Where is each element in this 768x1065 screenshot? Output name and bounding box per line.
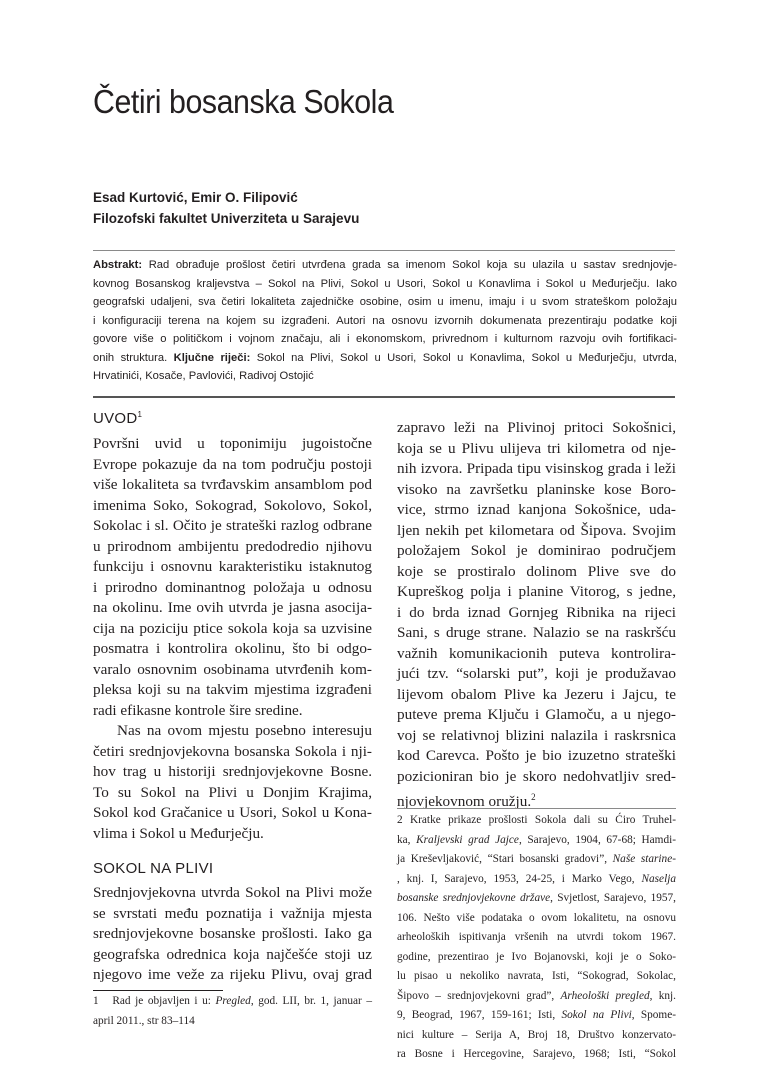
text-line: Sani, s druge strane. Nalazio se na raskršću [397,624,676,641]
text-line: pozicioniran bio je skoro nedohvatljiv sred- [397,767,676,785]
author-block [93,187,359,229]
author-affiliation: Filozofski fakultet Univerziteta u Sarajevu [93,211,360,226]
text-line: geografska odrednica koja najčešće stoji uz [93,945,372,963]
text-line: na okolinu. Ime ovih utvrda je jasna asocija- [93,599,372,616]
footnote-ref: 2 [531,792,536,802]
text-line: imenima Soko, Sokograd, Sokolovo, Sokol, [93,496,372,514]
abstract-line: i konfiguraciji terena na kojem su izgrađeni. Autori na osnovu izvornih dokumenata prezentiraju podatke koji [93,314,677,327]
uvod-paragraph-1 [93,434,372,721]
text-line: njegovo ime veže za rijeku Plivu, ovaj grad [93,966,372,983]
footnote-1: 1 Rad je objavljen i u: Pregled, god. LII, br. 1, januar – april 2011., str 83–114 [93,995,372,1027]
text-line: njovjekovnom oružju.$^2$ [397,792,536,811]
text-line: nih izvora. Pripada tipu visinskog grada i leži [397,460,676,477]
section-heading-uvod: UVOD$^1$ [93,410,143,427]
author-names: Esad Kurtović, Emir O. Filipović [93,190,298,205]
text-line: visoko na završetku planinske kose Boro- [397,480,676,498]
text-line: vice, strmo iznad kanjona Sokošnice, uda- [397,501,676,518]
abstract-line: kovnog Bosanskog kraljevstva – Sokol na Plivi, Sokol u Usori, Sokol u Konavlima i Sokol u Međurječju. Iako [93,277,677,290]
text-line: četiri srednjovjekovna bosanska Sokola i nji- [93,742,372,760]
section-heading-sokol-na-plivi: SOKOL NA PLIVI [93,860,214,877]
abstract-line: geografski udaljeni, sva četiri lokaliteta zajedničke osobine, osim u imenu, imaju i u svom strateškom položaju [93,296,677,308]
text-line: se svrstati među poznatija i važnija mjesta [93,904,372,922]
footnote-rule [397,808,676,809]
text-line: koje se prostiralo dolinom Plive sve do [397,562,676,580]
text-line: posmatra i kontrolira okolinu, što bi odgo- [93,640,372,657]
abstract-line: Hrvatinići, Kosače, Pavlovići, Radivoj Ostojić [93,370,314,382]
text-line: i prirodno dominantnog položaja u odnosu [93,578,372,596]
footnote-rule [93,990,223,991]
footnote-ref: 1 [137,410,143,419]
keywords: Sokol na Plivi, Sokol u Usori, Sokol u Konavlima, Sokol u Međurječju, utvrda, [256,351,678,364]
text-line: varalo osnovnim osobinama utvrđenih kom- [93,660,372,678]
text-line: lijevom obalom Plive ka Jezeru i Jajcu, te [397,685,676,703]
text-line: u prirodnom ambijentu predodredio njihovu [93,537,372,555]
abstract-label: Abstrakt: [93,259,143,271]
left-column [93,410,372,986]
text-line: voj se relativnoj blizini nalazila i raskrsnica [397,726,676,744]
text-line: Kupreškog polja i planine Vitorog, s jedne, [397,583,676,600]
text-line: Evrope pokazuje da na tom području postoji [93,455,372,473]
text-line: srednjovjekovne bosanske prošlosti. Iako ga [93,925,372,942]
abstract-line: onih struktura. Ključne riječi: Sokol na Plivi, Sokol u Usori, Sokol u Konavlima, Sokol u Međurječju, utvrda, [93,351,678,364]
text-line: funkciju i osnovnu karakteristiku istaknutog [93,558,372,575]
text-line: hov trag u historiji srednjovjekovne Bosne. [93,763,372,780]
text-line: Sokol kod Gračanice u Usori, Sokol u Kona- [93,804,372,821]
abstract-bottom-rule [93,396,675,398]
text-line: To su Sokol na Plivi u Donjim Krajima, [93,783,372,801]
keywords-label: Ključne riječi: [173,351,251,364]
article-title: Četiri bosanska Sokola [93,83,394,120]
text-line: radi efikasne kontrole šire sredine. [93,701,303,719]
right-column [397,418,676,813]
text-line: Površni uvid u toponimiju jugoistočne [93,435,372,452]
text-line: važnih komunikacionih puteva kontrolira- [397,644,676,662]
right-paragraph [397,418,676,813]
abstract-top-rule [93,250,675,251]
text-line: Srednjovjekovna utvrda Sokol na Plivi može [93,884,372,901]
text-line: ljen nekih pet kilometara od Šipova. Svojim [397,521,676,539]
footnote-2: 2 Kratke prikaze prošlosti Sokola dali su Ćiro Truhel- ka, Kraljevski grad Jajce, Sarajevo, 1904, 67-68; Hamdi- ja Kreševljaković, “Stari bosanski gradovi”, Naše starine- , knj. I, Sarajevo, 1953, 24-25, i Marko Vego, Naselja bosanske srednjovjekovne države, Svjetlost, Sarajevo, 1957, 106. Nešto više podataka o ovom lokalitetu, na osnovu arheoloških ispitivanja vršenih na utvrdi tokom 1967. godine, prezentirao je Ivo Bojanovski, koji je o Soko- lu pisao u nekoliko navrata, Isti, “Sokograd, Sokolac, Šipovo – srednjovjekovni grad”, Arheološki pregled, knj. 9, Beograd, 1967, 159-161; Isti, Sokol na Plivi, Spome- nici kulture – Serija A, Broj 18, Društvo konzervato- ra Bosne i Hercegovine, Sarajevo, 1968; Isti, “Sokol [397,814,677,1060]
uvod-paragraph-2 [93,721,372,844]
abstract-line: govore više o političkom i vojnom značaju, ali i ekonomskom, privrednom i kulturnom razvoju ovih fortifikaci- [93,333,677,345]
abstract-line: Abstrakt: Rad obrađuje prošlost četiri utvrđena grada sa imenom Sokol koja su ulazila u sastav srednjovje- [93,259,678,271]
text-line: Sokolac i sl. Očito je strateški razlog odbrane [93,517,372,534]
text-line: više lokaliteta sa tvrđavskim ansamblom pod [93,476,372,493]
text-line: kod Carevca. Pošto je bio izuzetno strateški [397,747,676,764]
text-line: položajem Sokol je dominirao područjem [397,542,676,559]
text-line: cija na poziciju ptice sokola koja sa uzvisine [93,619,372,637]
text-line: Nas na ovom mjestu posebno interesuju [117,722,372,739]
pliva-paragraph [93,883,372,986]
text-line: pleksa koji su na takvim mjestima izgrađeni [93,681,372,698]
text-line: vlima i Sokol u Međurječju. [93,824,264,842]
text-line: i do brda iznad Gornjeg Ribnika na rijeci [397,603,676,621]
text-line: koja se u Plivu ulijeva tri kilometra od nje- [397,439,676,457]
footnote-1-block [93,990,372,1031]
text-line: zapravo leži na Plivinoj pritoci Sokošnici, [397,419,676,436]
footnote-2-block [397,808,676,1065]
abstract [93,256,677,386]
text-line: puteve prema Ključu i Glamoču, a u njego- [397,706,676,723]
text-line: jući tzv. “solarski put”, koji je produžavao [397,665,676,682]
